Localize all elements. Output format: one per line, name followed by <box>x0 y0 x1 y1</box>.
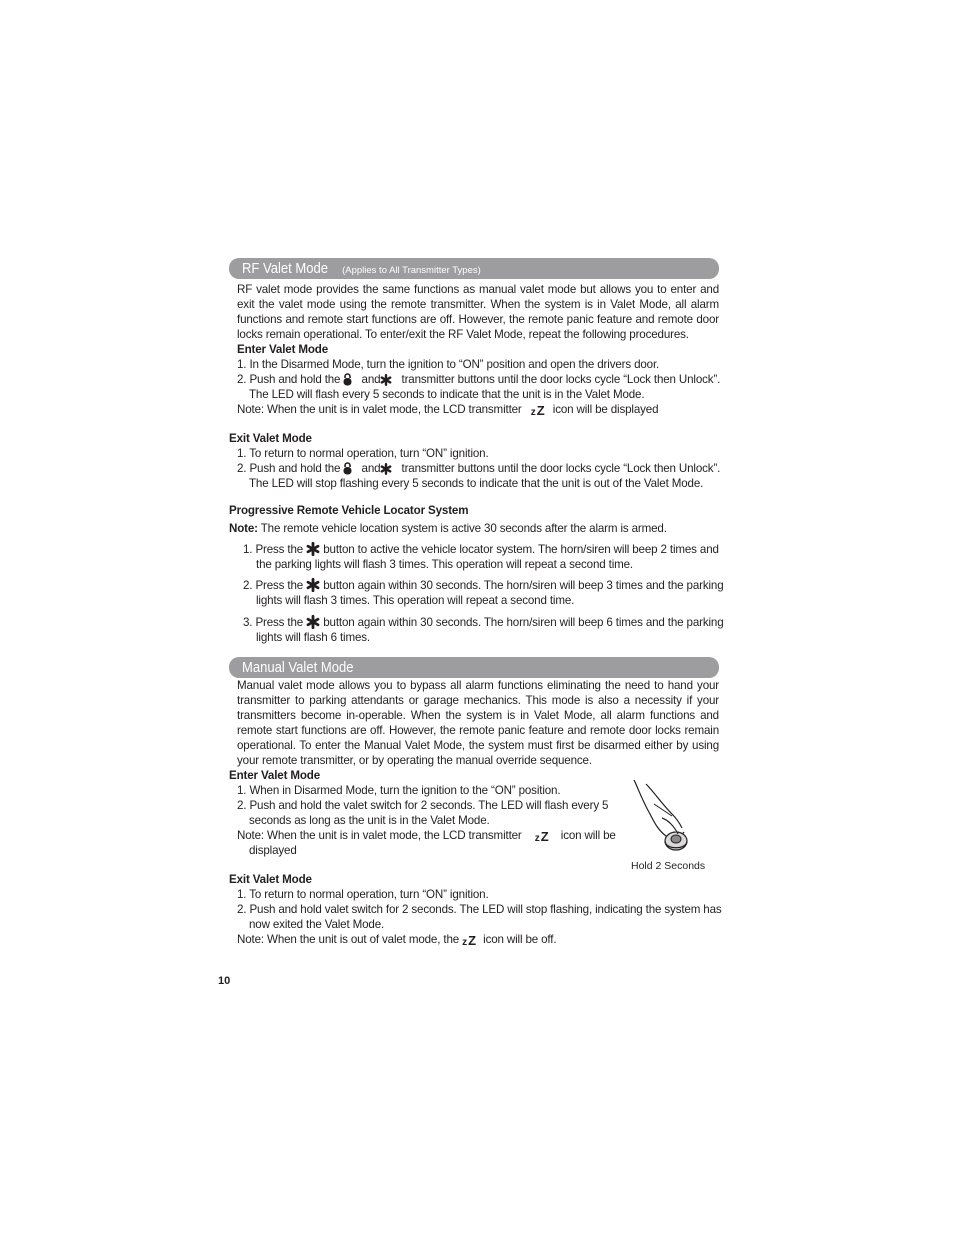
rf-valet-subtitle: (Applies to All Transmitter Types) <box>342 265 481 276</box>
manual-enter-heading: Enter Valet Mode <box>229 769 321 782</box>
rf-valet-header <box>229 258 719 279</box>
rf-exit-step1: 1. To return to normal operation, turn “ON” ignition. <box>237 447 489 460</box>
manual-enter-note-text-b: icon will be <box>560 829 616 842</box>
locator-step2-text-a: 2. Press the <box>243 579 304 592</box>
rf-exit-step2-text-a: 2. Push and hold the <box>237 462 341 475</box>
rf-enter-step2-text-b: and <box>361 373 381 386</box>
locator-step3-text-b: button again within 30 seconds. The horn/siren will beep 6 times and the parking <box>323 616 724 629</box>
rf-exit-step2-text-c: transmitter buttons until the door locks cycle “Lock then Unlock”. <box>401 462 721 475</box>
manual-intro: Manual valet mode allows you to bypass all alarm functions eliminating the need to hand your transmitter to parking attendants or garage mechanics. This mode is also a necessity if your transmitters become in-operable. When the system is in Valet Mode, all alarm functions and remote start functions are off. However, the remote panic feature and remote door locks remain operational. To enter the Manual Valet Mode, the system must first be disarmed either by using your remote transmitter, or by operating the manual override sequence. <box>237 679 719 767</box>
zz-icon-small: z <box>530 407 537 418</box>
locator-heading: Progressive Remote Vehicle Locator System <box>229 504 469 517</box>
locator-step2-text-b: button again within 30 seconds. The horn/siren will beep 3 times and the parking <box>323 579 724 592</box>
zz-icon-small: z <box>534 833 541 844</box>
locator-step3-text-a: 3. Press the <box>243 616 304 629</box>
rf-valet-title: RF Valet Mode <box>242 261 329 277</box>
rf-exit-heading: Exit Valet Mode <box>229 432 312 445</box>
locator-step3-cont: lights will flash 6 times. <box>256 631 371 644</box>
zz-icon <box>462 933 477 950</box>
rf-intro: RF valet mode provides the same functions as manual valet mode but allows you to enter and exit the valet mode using the remote transmitter. When the system is in Valet Mode, all alarm functions and remote start functions are off. However, the remote panic feature and remote door locks remain operational. To enter/exit the RF Valet Mode, repeat the following procedures. <box>237 283 719 341</box>
rf-enter-step2-cont: The LED will flash every 5 seconds to indicate that the unit is in the Valet Mode. <box>249 388 645 401</box>
manual-valet-title: Manual Valet Mode <box>242 660 354 676</box>
manual-exit-note <box>237 932 556 950</box>
page-number: 10 <box>218 975 231 987</box>
manual-exit-note-text-a: Note: When the unit is out of valet mode, the <box>237 933 460 946</box>
rf-enter-step2-text-a: 2. Push and hold the <box>237 373 341 386</box>
rf-enter-heading: Enter Valet Mode <box>237 343 329 356</box>
manual-valet-header <box>229 657 719 678</box>
locator-step2-cont: lights will flash 3 times. This operation will repeat a second time. <box>256 594 575 607</box>
locator-note-text: The remote vehicle location system is active 30 seconds after the alarm is armed. <box>260 522 667 535</box>
manual-enter-step2-cont: seconds as long as the unit is in the Valet Mode. <box>249 814 490 827</box>
hold-caption: Hold 2 Seconds <box>631 860 706 872</box>
rf-exit-step2-cont: The LED will stop flashing every 5 seconds to indicate that the unit is out of the Valet Mode. <box>249 477 704 490</box>
zz-icon-big: Z <box>536 403 546 418</box>
locator-note-label: Note: <box>229 522 258 535</box>
zz-icon-big: Z <box>468 933 478 948</box>
manual-exit-step1: 1. To return to normal operation, turn “ON” ignition. <box>237 888 489 901</box>
rf-enter-note <box>237 402 658 420</box>
rf-exit-step2-text-b: and <box>361 462 381 475</box>
manual-exit-step2: 2. Push and hold valet switch for 2 seconds. The LED will stop flashing, indicating the system has <box>237 903 722 916</box>
manual-enter-note-text-a: Note: When the unit is in valet mode, the LCD transmitter <box>237 829 522 842</box>
zz-icon <box>531 403 546 420</box>
hand-press-icon <box>632 778 692 863</box>
locator-step1-text-b: button to active the vehicle locator system. The horn/siren will beep 2 times and <box>323 543 719 556</box>
manual-enter-step1: 1. When in Disarmed Mode, turn the ignition to the “ON” position. <box>237 784 561 797</box>
zz-icon-big: Z <box>540 829 550 844</box>
manual-exit-note-text-b: icon will be off. <box>483 933 557 946</box>
rf-enter-note-text-b: icon will be displayed <box>552 403 659 416</box>
zz-icon <box>535 829 550 846</box>
manual-exit-heading: Exit Valet Mode <box>229 873 312 886</box>
locator-note <box>229 521 667 536</box>
manual-enter-step2: 2. Push and hold the valet switch for 2 seconds. The LED will flash every 5 <box>237 799 609 812</box>
rf-enter-step1: 1. In the Disarmed Mode, turn the ignition to “ON” position and open the drivers door. <box>237 358 660 371</box>
zz-icon-small: z <box>462 937 469 948</box>
manual-enter-note-cont: displayed <box>249 844 297 857</box>
locator-step1-text-a: 1. Press the <box>243 543 304 556</box>
rf-enter-step2-text-c: transmitter buttons until the door locks cycle “Lock then Unlock”. <box>401 373 721 386</box>
manual-exit-step2-cont: now exited the Valet Mode. <box>249 918 385 931</box>
rf-enter-note-text-a: Note: When the unit is in valet mode, the LCD transmitter <box>237 403 522 416</box>
locator-step1-cont: the parking lights will flash 3 times. This operation will repeat a second time. <box>256 558 634 571</box>
